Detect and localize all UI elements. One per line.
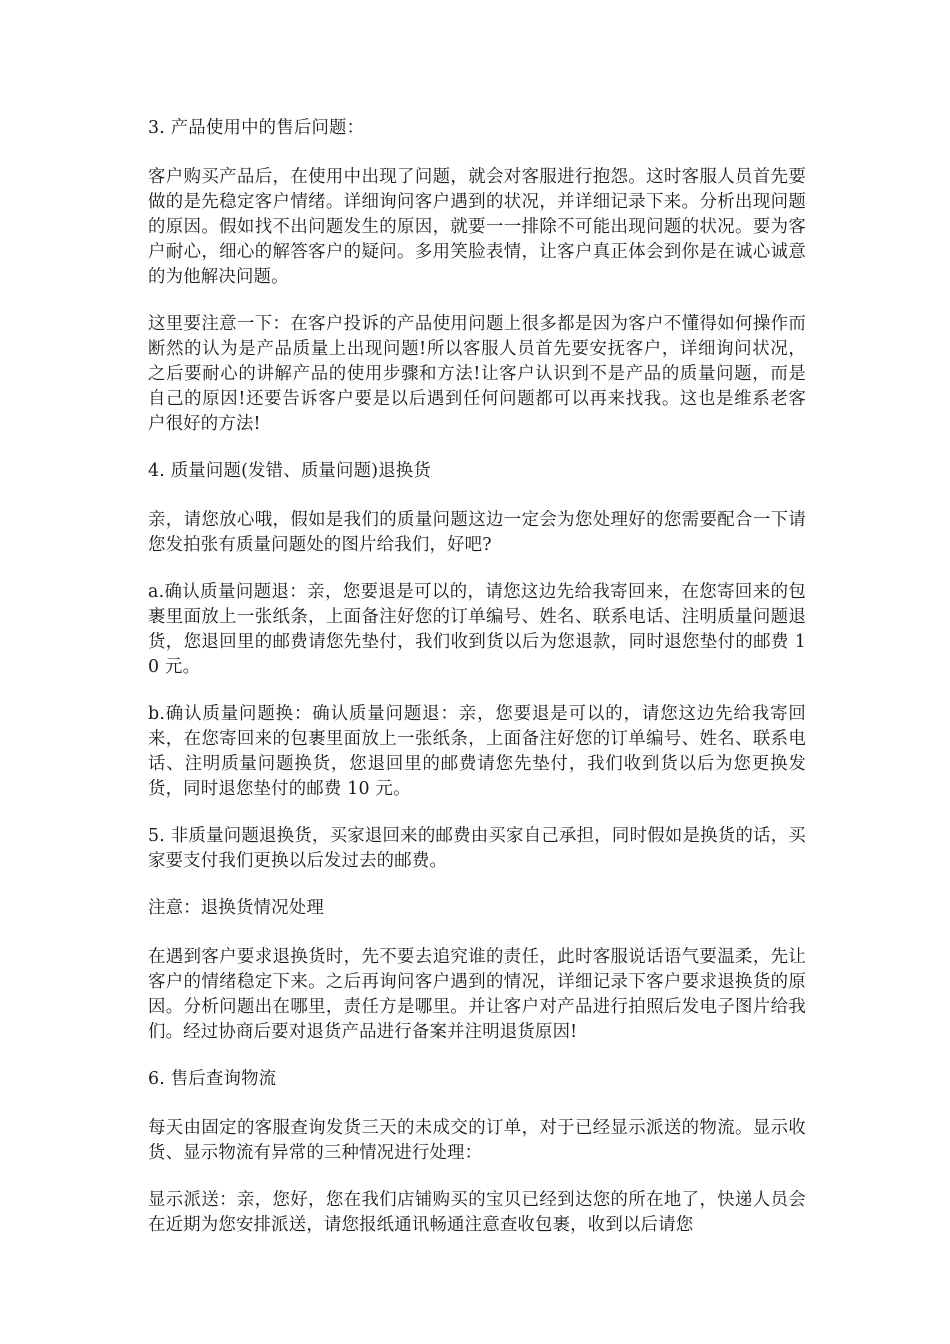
note-body: 在遇到客户要求退换货时，先不要去追究谁的责任，此时客服说话语气要温柔，先让客户的情绪稳定下来。之后再询问客户遇到的情况，详细记录下客户要求退换货的原因。分析问题出在哪里，责任方是哪里。并让客户对产品进行拍照后发电子图片给我们。经过协商后要对退货产品进行备案并注明退货原因! — [148, 947, 806, 1042]
section-3-heading: 3. 产品使用中的售后问题： — [148, 118, 365, 138]
section-4-body: 亲，请您放心哦，假如是我们的质量问题这边一定会为您处理好的您需要配合一下请您发拍张有质量问题处的图片给我们，好吧? — [148, 510, 806, 555]
section-6-heading: 6. 售后查询物流 — [148, 1069, 277, 1089]
section-3-note: 这里要注意一下：在客户投诉的产品使用问题上很多都是因为客户不懂得如何操作而断然的认为是产品质量上出现问题!所以客服人员首先要安抚客户，详细询问状况，之后要耐心的讲解产品的使用步骤和方法!让客户认识到不是产品的质量问题，而是自己的原因!还要告诉客户要是以后遇到任何问题都可以再来找我。这也是维系老客户很好的方法! — [148, 314, 806, 434]
section-5-paragraph: 5. 非质量问题退换货，买家退回来的邮费由买家自己承担，同时假如是换货的话，买家要支付我们更换以后发过去的邮费。 — [148, 826, 806, 871]
note-heading: 注意：退换货情况处理 — [148, 898, 324, 918]
section-6-body: 每天由固定的客服查询发货三天的未成交的订单，对于已经显示派送的物流。显示收货、显示物流有异常的三种情况进行处理： — [148, 1118, 806, 1163]
document-page — [148, 116, 806, 1260]
section-3-body: 客户购买产品后，在使用中出现了问题，就会对客服进行抱怨。这时客服人员首先要做的是先稳定客户情绪。详细询问客户遇到的状况，并详细记录下来。分析出现问题的原因。假如找不出问题发生的原因，就要一一排除不可能出现问题的状况。要为客户耐心，细心的解答客户的疑问。多用笑脸表情，让客户真正体会到你是在诚心诚意的为他解决问题。 — [148, 167, 806, 287]
section-4-heading: 4. 质量问题(发错、质量问题)退换货 — [148, 461, 431, 481]
section-6-dispatch: 显示派送：亲，您好，您在我们店铺购买的宝贝已经到达您的所在地了，快递人员会在近期为您安排派送，请您报纸通讯畅通注意查收包裹，收到以后请您 — [148, 1190, 806, 1235]
section-4b-paragraph: b.确认质量问题换：确认质量问题退：亲，您要退是可以的，请您这边先给我寄回来，在您寄回来的包裹里面放上一张纸条，上面备注好您的订单编号、姓名、联系电话、注明质量问题换货，您退回里的邮费请您先垫付，我们收到货以后为您更换发货，同时退您垫付的邮费 10 元。 — [148, 704, 806, 799]
section-4a-paragraph: a.确认质量问题退：亲，您要退是可以的，请您这边先给我寄回来，在您寄回来的包裹里面放上一张纸条，上面备注好您的订单编号、姓名、联系电话、注明质量问题退货，您退回里的邮费请您先垫付，我们收到货以后为您退款，同时退您垫付的邮费 10 元。 — [148, 582, 806, 677]
